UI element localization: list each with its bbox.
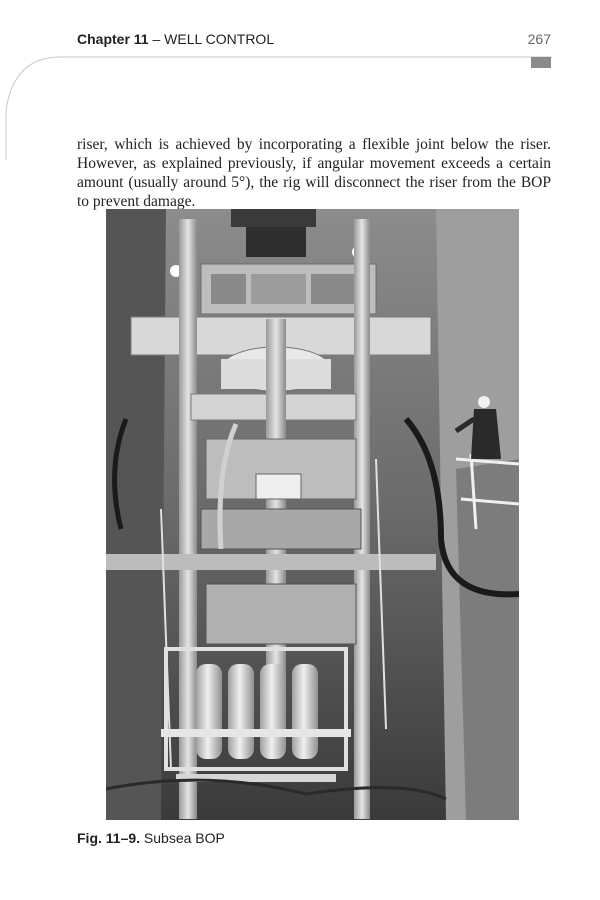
chapter-tab-marker — [531, 57, 551, 68]
figure-label: Fig. 11–9. — [77, 830, 141, 846]
running-header — [77, 31, 551, 51]
chapter-heading — [77, 31, 274, 47]
figure-caption-text: Subsea BOP — [140, 830, 225, 846]
chapter-number: Chapter 11 — [77, 31, 149, 47]
body-paragraph: riser, which is achieved by incorporating a flexible joint below the riser. However, as explained previously, if angular movement exceeds a certain amount (usually around 5°), the rig will disconnect the riser from the BOP to prevent damage. — [77, 135, 551, 210]
figure-caption — [77, 830, 225, 846]
page-number: 267 — [527, 31, 551, 47]
subsea-bop-photo — [106, 209, 519, 820]
chapter-title: – WELL CONTROL — [148, 31, 275, 47]
bop-photo-illustration — [106, 209, 519, 820]
